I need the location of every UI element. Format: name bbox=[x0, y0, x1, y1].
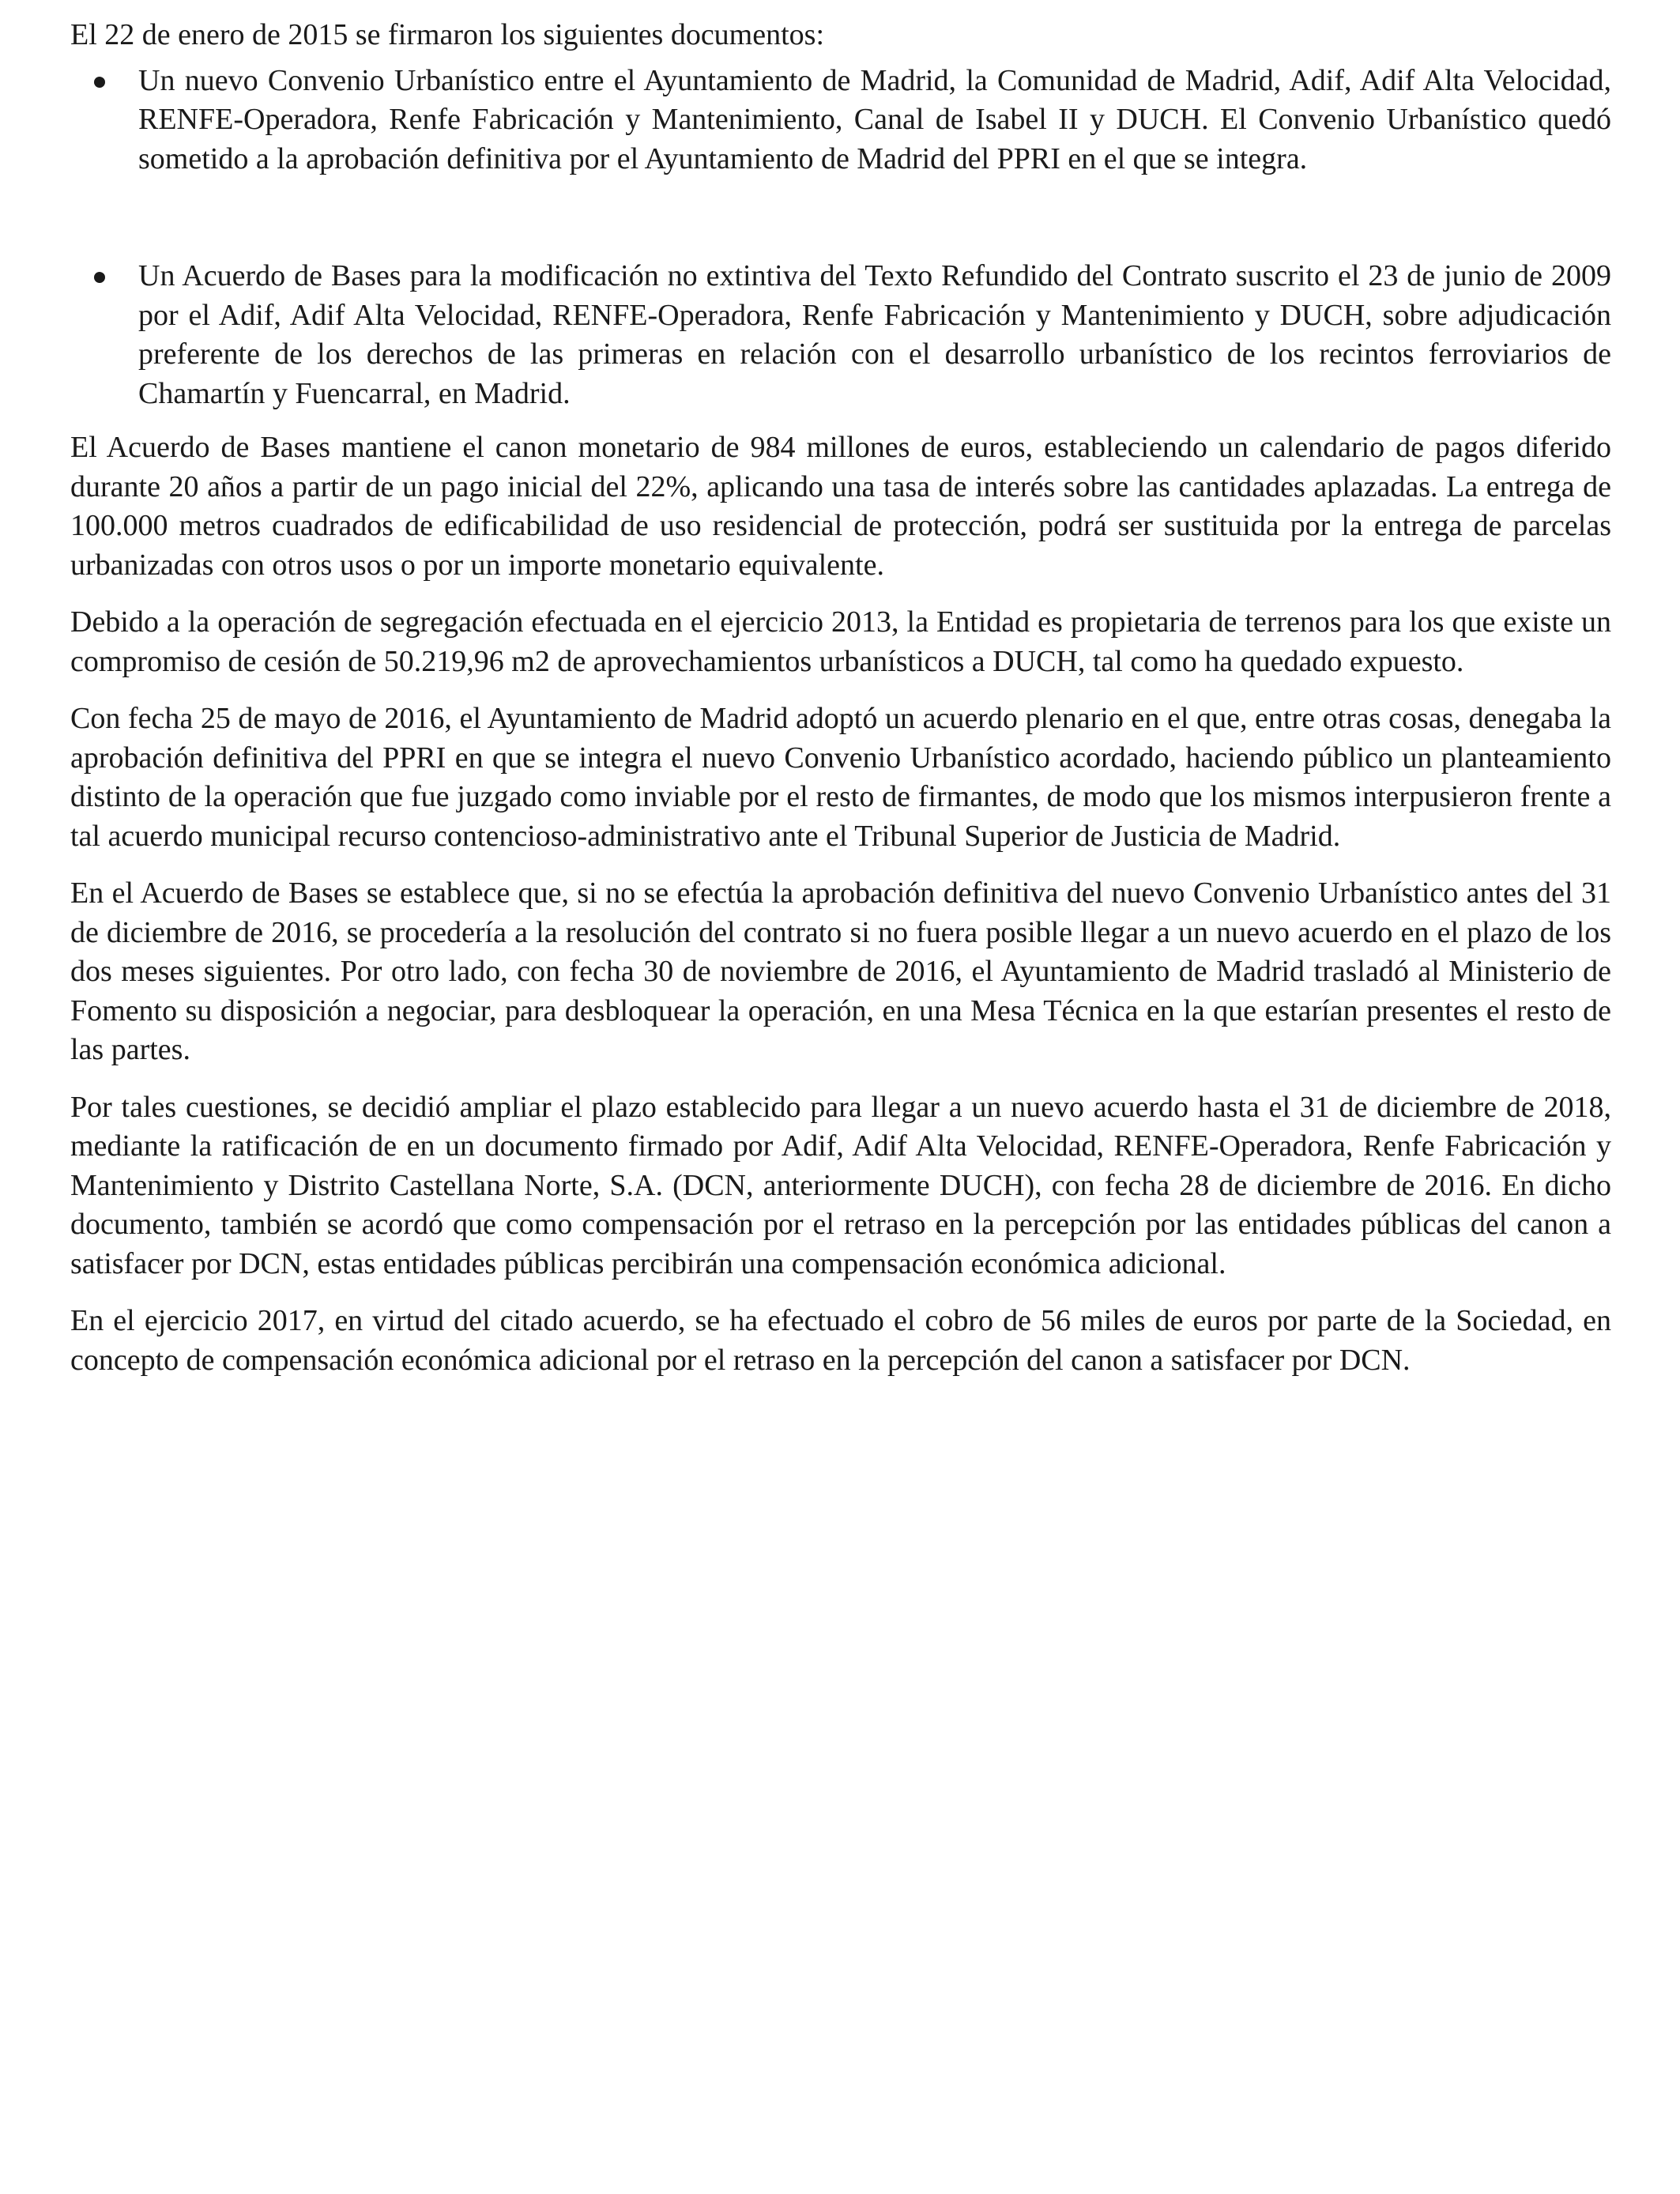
bullet-list bbox=[70, 62, 1611, 414]
list-item-text: Un Acuerdo de Bases para la modificación no extintiva del Texto Refundido del Contrato suscrito el 23 de junio de 2009 por el Adif, Adif Alta Velocidad, RENFE-Operadora, Renfe Fabricación y Mantenimiento y DUCH, sobre adjudicación preferente de los derechos de las primeras en relación con el desarrollo urbanístico de los recintos ferroviarios de Chamartín y Fuencarral, en Madrid. bbox=[138, 259, 1611, 410]
bullet-icon bbox=[94, 77, 105, 88]
list-item bbox=[70, 257, 1611, 413]
intro-paragraph: El 22 de enero de 2015 se firmaron los siguientes documentos: bbox=[70, 18, 825, 51]
bullet-icon bbox=[94, 272, 105, 283]
body-paragraph: Por tales cuestiones, se decidió ampliar el plazo establecido para llegar a un nuevo acuerdo hasta el 31 de diciembre de 2018, mediante la ratificación de en un documento firmado por Adif, Adif Alta Velocidad, RENFE-Operadora, Renfe Fabricación y Mantenimiento y Distrito Castellana Norte, S.A. (DCN, anteriormente DUCH), con fecha 28 de diciembre de 2016. En dicho documento, también se acordó que como compensación por el retraso en la percepción por las entidades públicas del canon a satisfacer por DCN, estas entidades públicas percibirán una compensación económica adicional. bbox=[70, 1090, 1611, 1280]
body-paragraph: En el ejercicio 2017, en virtud del citado acuerdo, se ha efectuado el cobro de 56 miles de euros por parte de la Sociedad, en concepto de compensación económica adicional por el retraso en la percepción del canon a satisfacer por DCN. bbox=[70, 1304, 1611, 1377]
body-paragraph: Debido a la operación de segregación efectuada en el ejercicio 2013, la Entidad es propietaria de terrenos para los que existe un compromiso de cesión de 50.219,96 m2 de aprovechamientos urbanísticos a DUCH, tal como ha quedado expuesto. bbox=[70, 605, 1611, 678]
document-page bbox=[70, 16, 1611, 1398]
list-item bbox=[70, 62, 1611, 179]
list-item-text: Un nuevo Convenio Urbanístico entre el Ayuntamiento de Madrid, la Comunidad de Madrid, Adif, Adif Alta Velocidad, RENFE-Operadora, Renfe Fabricación y Mantenimiento, Canal de Isabel II y DUCH. El Convenio Urbanístico quedó sometido a la aprobación definitiva por el Ayuntamiento de Madrid del PPRI en el que se integra. bbox=[138, 63, 1611, 175]
body-paragraph: El Acuerdo de Bases mantiene el canon monetario de 984 millones de euros, estableciendo un calendario de pagos diferido durante 20 años a partir de un pago inicial del 22%, aplicando una tasa de interés sobre las cantidades aplazadas. La entrega de 100.000 metros cuadrados de edificabilidad de uso residencial de protección, podrá ser sustituida por la entrega de parcelas urbanizadas con otros usos o por un importe monetario equivalente. bbox=[70, 431, 1611, 582]
body-paragraph: En el Acuerdo de Bases se establece que, si no se efectúa la aprobación definitiva del nuevo Convenio Urbanístico antes del 31 de diciembre de 2016, se procedería a la resolución del contrato si no fuera posible llegar a un nuevo acuerdo en el plazo de los dos meses siguientes. Por otro lado, con fecha 30 de noviembre de 2016, el Ayuntamiento de Madrid trasladó al Ministerio de Fomento su disposición a negociar, para desbloquear la operación, en una Mesa Técnica en la que estarían presentes el resto de las partes. bbox=[70, 876, 1611, 1066]
body-paragraph: Con fecha 25 de mayo de 2016, el Ayuntamiento de Madrid adoptó un acuerdo plenario en el que, entre otras cosas, denegaba la aprobación definitiva del PPRI en que se integra el nuevo Convenio Urbanístico acordado, haciendo público un planteamiento distinto de la operación que fue juzgado como inviable por el resto de firmantes, de modo que los mismos interpusieron frente a tal acuerdo municipal recurso contencioso-administrativo ante el Tribunal Superior de Justicia de Madrid. bbox=[70, 702, 1611, 853]
